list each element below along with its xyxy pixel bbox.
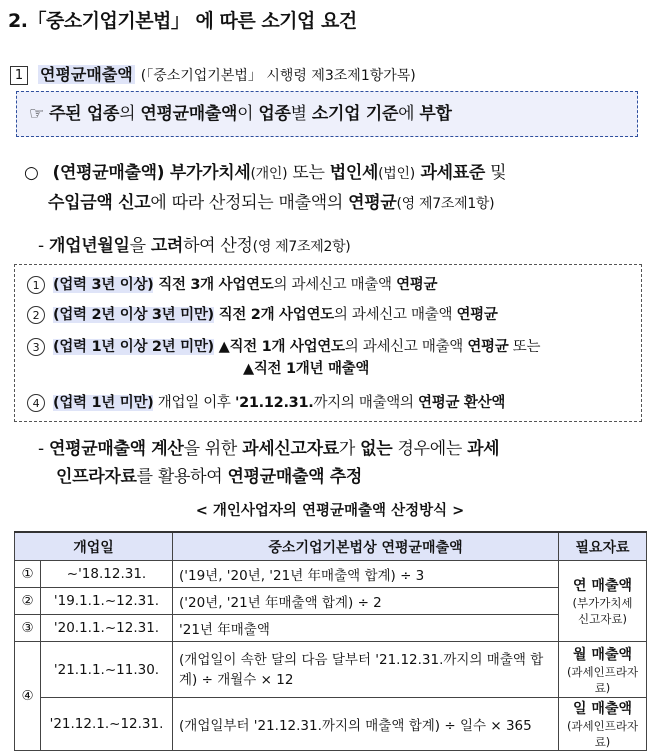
open-date-term: 개업년월일 bbox=[48, 236, 130, 256]
row-calc: ('19년, '20년, '21년 年매출액 합계) ÷ 3 bbox=[173, 561, 559, 588]
law-ref: (영 제7조제1항) bbox=[396, 196, 495, 212]
corp-note: (법인) bbox=[378, 166, 415, 182]
criteria-item-3-line2 bbox=[243, 357, 369, 378]
row-date: '20.1.1.~12.31. bbox=[41, 615, 173, 642]
row-date: '21.12.1.~12.31. bbox=[41, 698, 173, 751]
pointing-hand-icon: ☞ bbox=[29, 104, 44, 124]
dash-marker: - bbox=[38, 236, 49, 256]
row-number: ④ bbox=[15, 642, 41, 751]
req-title: 일 매출액 bbox=[573, 701, 632, 717]
table-header-row bbox=[15, 532, 647, 561]
bullet-line-2 bbox=[48, 188, 494, 213]
req-annual-sales bbox=[559, 561, 647, 642]
req-monthly-sales bbox=[559, 642, 647, 698]
req-sub: (과세인프라자료) bbox=[566, 664, 639, 695]
col-header-open-date: 개업일 bbox=[15, 532, 173, 561]
req-title: 연 매출액 bbox=[573, 578, 632, 594]
sales-calc-table bbox=[14, 531, 647, 751]
law-ref: (영 제7조제2항) bbox=[252, 239, 351, 255]
table-caption: < 개인사업자의 연평균매출액 산정방식 > bbox=[195, 503, 465, 519]
dash-line-1 bbox=[38, 231, 350, 256]
annual-avg-term: 연평균 bbox=[348, 193, 397, 213]
row-number: ② bbox=[15, 588, 41, 615]
bullet-text: 에 따라 산정되는 매출액의 bbox=[150, 193, 349, 213]
table-row bbox=[15, 698, 647, 751]
criteria-item-1 bbox=[27, 273, 437, 294]
tax-base-term: 과세표준 bbox=[414, 163, 485, 183]
table-row bbox=[15, 615, 647, 642]
hb-text: 별 bbox=[290, 104, 312, 124]
col-header-required-docs: 필요자료 bbox=[559, 532, 647, 561]
row-calc: (개업일이 속한 달의 다음 달부터 '21.12.31.까지의 매출액 합계) ÷ 개월수 × 12 bbox=[173, 642, 559, 698]
criteria-box bbox=[14, 264, 642, 422]
circle-number: 2 bbox=[27, 306, 45, 324]
consider-term: 고려 bbox=[150, 236, 184, 256]
circle-number: 1 bbox=[27, 276, 45, 294]
row-number: ① bbox=[15, 561, 41, 588]
criteria-text: 까지의 매출액의 bbox=[313, 395, 419, 411]
hb-text: 이 bbox=[237, 104, 259, 124]
req-daily-sales bbox=[559, 698, 647, 751]
criteria-bold: 직전 3개 사업연도 bbox=[153, 277, 274, 293]
row-date: ~'18.12.31. bbox=[41, 561, 173, 588]
dash-bold: 과세 bbox=[467, 439, 500, 459]
dash-text: 하여 산정 bbox=[183, 236, 253, 256]
req-sub: 신고자료) bbox=[578, 612, 627, 626]
dash-marker: - bbox=[38, 439, 49, 459]
row-calc: (개업일부터 '21.12.31.까지의 매출액 합계) ÷ 일수 × 365 bbox=[173, 698, 559, 751]
req-title: 월 매출액 bbox=[573, 646, 632, 663]
individual-note: (개인) bbox=[250, 166, 288, 182]
row-number: ③ bbox=[15, 615, 41, 642]
hb-text: 의 bbox=[119, 104, 141, 124]
req-sub: (과세인프라자료) bbox=[566, 719, 639, 749]
criteria-text: 또는 bbox=[508, 339, 541, 355]
hb-avg-sales: 연평균매출액 bbox=[140, 104, 238, 124]
hb-conform: 부합 bbox=[419, 104, 452, 124]
bullet-text: 또는 bbox=[287, 163, 330, 183]
dash-line-2 bbox=[38, 434, 499, 459]
subsection-heading bbox=[10, 62, 416, 85]
criteria-bold: 연평균 bbox=[396, 277, 438, 293]
hb-industry: 업종 bbox=[258, 104, 291, 124]
criteria-bold: 연평균 bbox=[456, 307, 498, 323]
subsection-number: 1 bbox=[10, 66, 28, 85]
criteria-text: 의 과세신고 매출액 bbox=[344, 339, 468, 355]
criteria-period: (업력 1년 이상 2년 미만) bbox=[53, 339, 214, 355]
circle-number: 4 bbox=[27, 394, 45, 412]
req-sub: (부가가치세 bbox=[572, 596, 633, 610]
hb-main-industry: 주된 업종 bbox=[49, 104, 120, 124]
dash-text: 을 bbox=[129, 236, 151, 256]
dash-bold: 연평균매출액 계산 bbox=[48, 439, 184, 459]
dash-line-2b bbox=[56, 462, 362, 487]
table-row bbox=[15, 588, 647, 615]
criteria-period: (업력 1년 미만) bbox=[53, 395, 154, 411]
dash-text: 가 bbox=[338, 439, 361, 459]
bullet-label: (연평균매출액) bbox=[52, 163, 170, 183]
hb-text: 에 bbox=[398, 104, 420, 124]
col-header-avg-sales: 중소기업기본법상 연평균매출액 bbox=[173, 532, 559, 561]
table-row bbox=[15, 561, 647, 588]
bullet-text: 및 bbox=[484, 163, 507, 183]
criteria-period: (업력 3년 이상) bbox=[53, 277, 154, 293]
row-date: '19.1.1.~12.31. bbox=[41, 588, 173, 615]
row-calc: '21년 年매출액 bbox=[173, 615, 559, 642]
criteria-item-4 bbox=[27, 391, 505, 412]
bullet-marker: ○ bbox=[24, 163, 39, 183]
dash-text: 를 활용하여 bbox=[136, 467, 228, 487]
table-row bbox=[15, 642, 647, 698]
criteria-item-2 bbox=[27, 303, 498, 324]
subsection-reference: (「중소기업기본법」 시행령 제3조제1항가목) bbox=[140, 68, 416, 84]
dash-bold: 과세신고자료 bbox=[242, 439, 339, 459]
criteria-period: (업력 2년 이상 3년 미만) bbox=[53, 307, 214, 323]
criteria-bold: 연평균 환산액 bbox=[418, 395, 506, 411]
criteria-bold: 직전 2개 사업연도 bbox=[213, 307, 334, 323]
criteria-text: 의 과세신고 매출액 bbox=[333, 307, 457, 323]
dash-bold: 연평균매출액 추정 bbox=[227, 467, 363, 487]
criteria-text: 개업일 이후 bbox=[153, 395, 235, 411]
corp-tax-term: 법인세 bbox=[329, 163, 379, 183]
criteria-bold: '21.12.31. bbox=[234, 395, 314, 411]
dash-text: 을 위한 bbox=[183, 439, 243, 459]
row-calc: ('20년, '21년 年매출액 합계) ÷ 2 bbox=[173, 588, 559, 615]
highlight-box bbox=[16, 91, 638, 137]
section-title: 2.「중소기업기본법」 에 따른 소기업 요건 bbox=[8, 10, 357, 32]
income-report-term: 수입금액 신고 bbox=[48, 193, 151, 213]
dash-bold: 인프라자료 bbox=[56, 467, 137, 487]
subsection-title: 연평균매출액 bbox=[40, 65, 133, 84]
row-date: '21.1.1.~11.30. bbox=[41, 642, 173, 698]
criteria-bold: 연평균 bbox=[467, 339, 509, 355]
hb-small-biz-criteria: 소기업 기준 bbox=[311, 104, 399, 124]
criteria-bold: ▲직전 1개년 매출액 bbox=[243, 361, 370, 377]
criteria-text: 의 과세신고 매출액 bbox=[273, 277, 397, 293]
dash-text: 경우에는 bbox=[392, 439, 468, 459]
criteria-bold: ▲직전 1개 사업연도 bbox=[213, 339, 345, 355]
dash-bold: 없는 bbox=[360, 439, 393, 459]
vat-term: 부가가치세 bbox=[169, 163, 251, 183]
bullet-line-1 bbox=[24, 158, 506, 183]
circle-number: 3 bbox=[27, 338, 45, 356]
criteria-item-3 bbox=[27, 335, 540, 356]
